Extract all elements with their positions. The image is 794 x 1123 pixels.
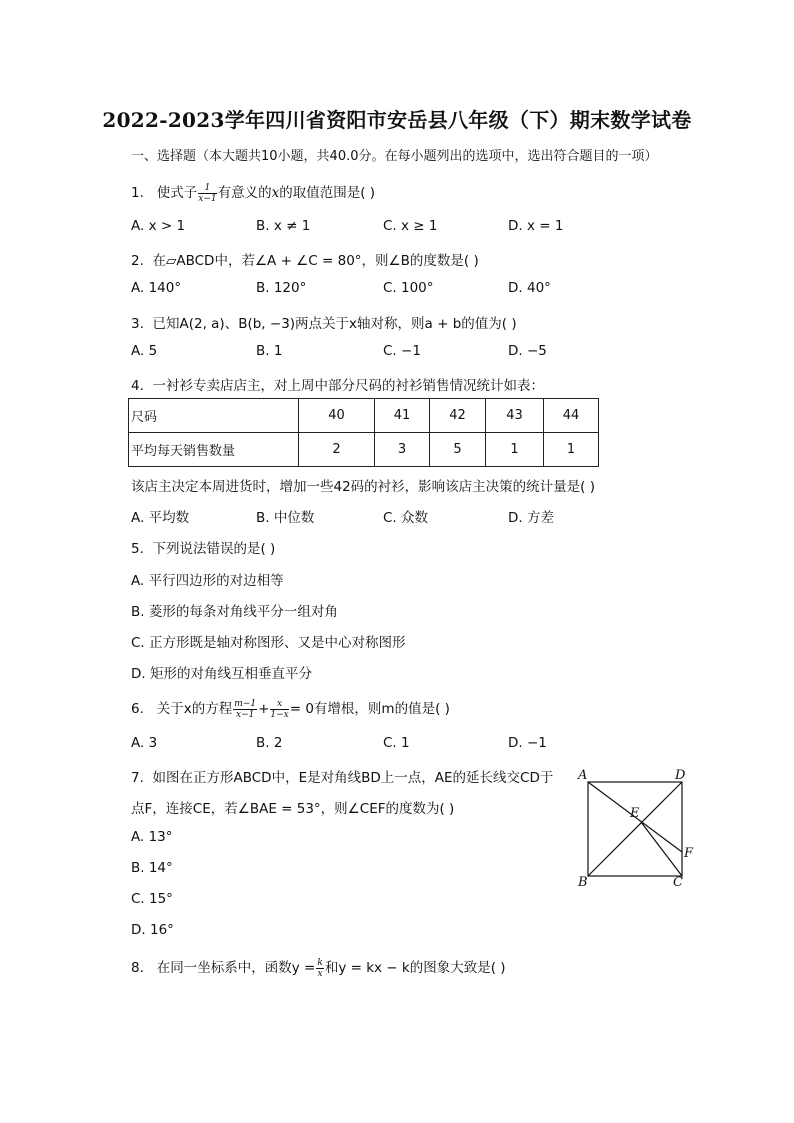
table-cell: 平均每天销售数量 <box>129 433 299 467</box>
table-cell: 3 <box>375 433 430 467</box>
question-number: 8. <box>131 960 144 976</box>
question-4 <box>131 374 544 394</box>
option-b: B. x ≠ 1 <box>256 218 311 234</box>
question-1: 1. 使式子 $\frac{1}{x-1}$ 有意义的x的取值范围是( ) <box>131 182 376 204</box>
table-cell: 41 <box>375 399 430 433</box>
option-d: D. x = 1 <box>508 218 564 234</box>
option-a: A. x > 1 <box>131 218 186 234</box>
question-text: 关于x的方程 <box>156 701 233 717</box>
option-a: A. 140° <box>131 280 182 296</box>
option-d: D. 40° <box>508 280 551 296</box>
question-number: 6. <box>131 701 144 717</box>
question-7 <box>131 766 553 786</box>
question-number: 2. <box>131 253 144 269</box>
question-3 <box>131 312 517 332</box>
table-cell: 5 <box>430 433 486 467</box>
question-8: 8. 在同一坐标系中，函数y = $\frac{k}{x}$ 和y = kx − k的图象大致是( ) <box>131 957 506 979</box>
label-a: A <box>578 768 588 783</box>
question-number: 3. <box>131 316 144 332</box>
sales-table <box>128 398 599 467</box>
question-text: 已知A(2, a)、B(b, −3)两点关于x轴对称，则a + b的值为( ) <box>152 316 517 332</box>
square-figure <box>574 766 704 891</box>
question-4-followup: 该店主决定本周进货时，增加一些42码的衬衫，影响该店主决策的统计量是( ) <box>131 479 596 495</box>
table-cell: 44 <box>544 399 599 433</box>
option-a: A. 平均数 <box>131 510 190 526</box>
question-text: 在▱ABCD中，若∠A + ∠C = 80°，则∠B的度数是( ) <box>152 253 479 269</box>
option-c: C. −1 <box>383 343 421 359</box>
option-d: D. −1 <box>508 735 547 751</box>
table-row <box>129 399 599 433</box>
table-cell: 1 <box>486 433 544 467</box>
option-b: B. 中位数 <box>256 510 315 526</box>
fraction: $\frac{m-1}{x-1}$ <box>234 698 257 720</box>
table-cell: 尺码 <box>129 399 299 433</box>
option-a: A. 平行四边形的对边相等 <box>131 573 284 589</box>
option-c: C. 正方形既是轴对称图形、又是中心对称图形 <box>131 635 406 651</box>
option-c: C. 1 <box>383 735 410 751</box>
fraction: $\frac{x}{1-x}$ <box>270 698 289 720</box>
option-d: D. −5 <box>508 343 547 359</box>
question-text: 如图在正方形ABCD中，E是对角线BD上一点，AE的延长线交CD于 <box>152 770 554 786</box>
option-d: D. 方差 <box>508 510 554 526</box>
option-b: B. 菱形的每条对角线平分一组对角 <box>131 604 338 620</box>
table-cell: 40 <box>299 399 375 433</box>
question-number: 5. <box>131 541 144 557</box>
label-b: B <box>578 875 588 890</box>
label-c: C <box>673 875 683 890</box>
option-d: D. 16° <box>131 922 174 938</box>
option-a: A. 5 <box>131 343 158 359</box>
option-c: C. x ≥ 1 <box>383 218 438 234</box>
table-cell: 1 <box>544 433 599 467</box>
option-c: C. 100° <box>383 280 434 296</box>
option-a: A. 13° <box>131 829 173 845</box>
question-2 <box>131 249 479 269</box>
segment-ce <box>641 822 682 876</box>
question-7-line2: 点F，连接CE，若∠BAE = 53°，则∠CEF的度数为( ) <box>131 801 455 817</box>
label-f: F <box>684 846 694 861</box>
option-b: B. 2 <box>256 735 283 751</box>
page-title: 2022-2023学年四川省资阳市安岳县八年级（下）期末数学试卷 <box>102 108 692 132</box>
question-number: 7. <box>131 770 144 786</box>
table-cell: 2 <box>299 433 375 467</box>
section-heading: 一、选择题（本大题共10小题，共40.0分。在每小题列出的选项中，选出符合题目的一项） <box>131 149 658 164</box>
question-text: 使式子 <box>156 185 198 201</box>
question-number: 4. <box>131 378 144 394</box>
table-cell: 42 <box>430 399 486 433</box>
option-b: B. 14° <box>131 860 173 876</box>
diagonal-bd <box>588 782 682 876</box>
question-5 <box>131 537 275 557</box>
option-b: B. 1 <box>256 343 283 359</box>
question-text: 一衬衫专卖店店主，对上周中部分尺码的衬衫销售情况统计如表： <box>152 378 544 394</box>
fraction: $\frac{k}{x}$ <box>317 957 323 979</box>
table-cell: 43 <box>486 399 544 433</box>
option-c: C. 15° <box>131 891 173 907</box>
table-row <box>129 433 599 467</box>
label-d: D <box>675 768 686 783</box>
label-e: E <box>630 806 640 821</box>
question-6: 6. 关于x的方程 $\frac{m-1}{x-1}$ + $\frac{x}{1-x}$ = 0有增根，则m的值是( ) <box>131 698 450 720</box>
question-text: 在同一坐标系中，函数y = <box>156 960 316 976</box>
option-c: C. 众数 <box>383 510 429 526</box>
question-number: 1. <box>131 185 144 201</box>
option-a: A. 3 <box>131 735 158 751</box>
question-text: 下列说法错误的是( ) <box>152 541 276 557</box>
option-b: B. 120° <box>256 280 307 296</box>
fraction: $\frac{1}{x-1}$ <box>198 182 217 204</box>
option-d: D. 矩形的对角线互相垂直平分 <box>131 666 312 682</box>
